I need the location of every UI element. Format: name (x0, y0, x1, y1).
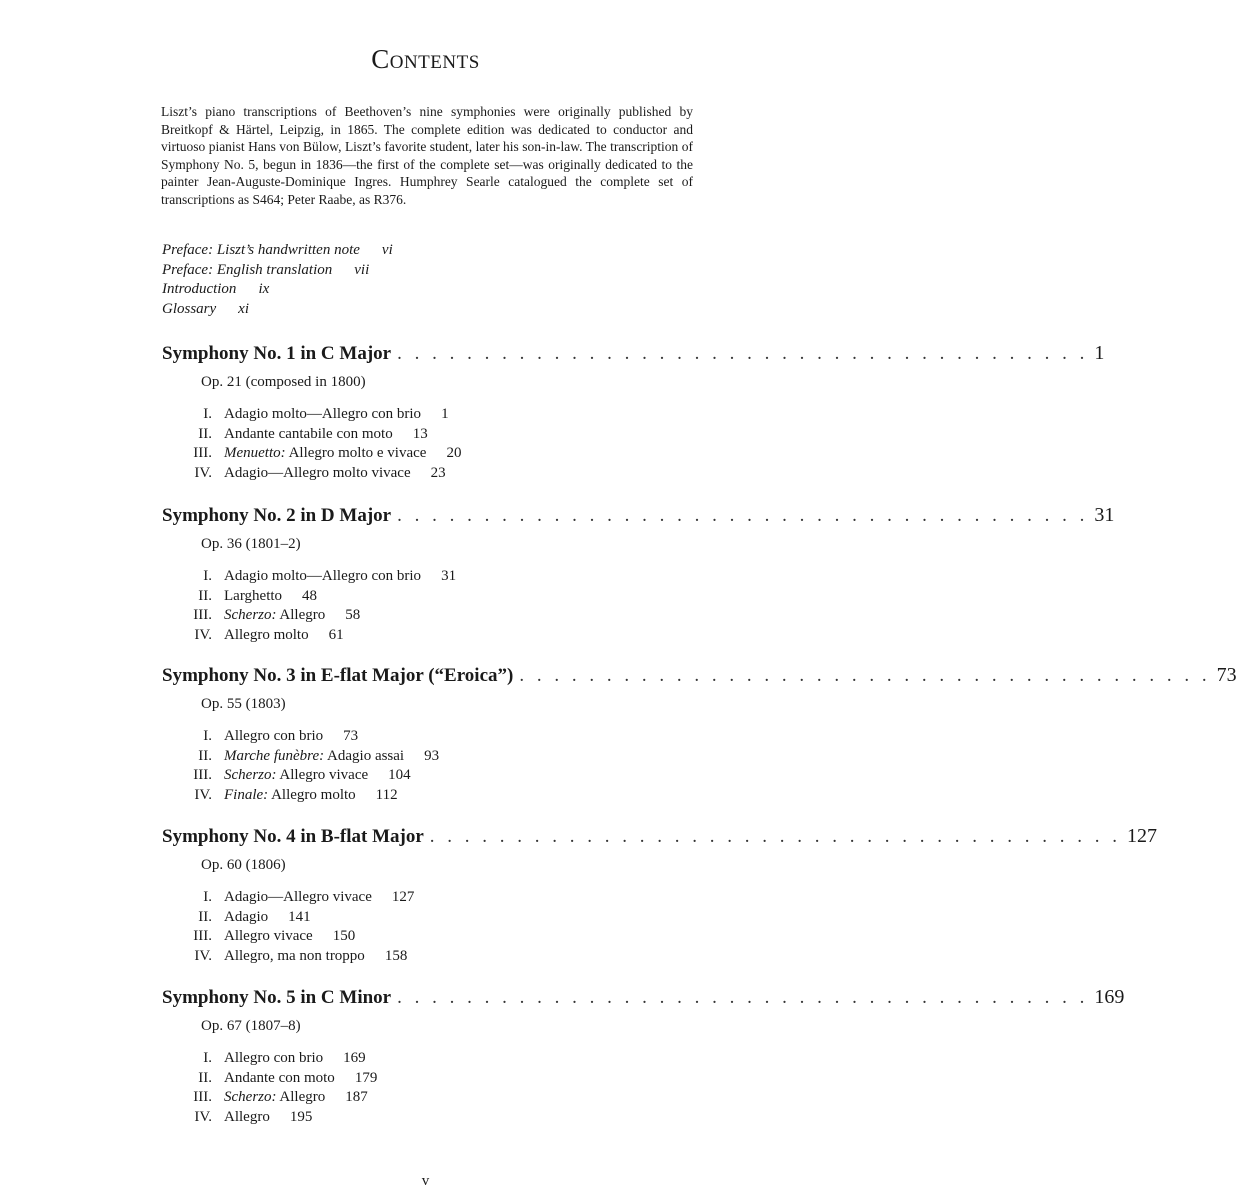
movement-tempo: Allegro molto (224, 626, 309, 643)
movement-list (162, 567, 694, 645)
movement-item[interactable] (162, 1108, 694, 1128)
front-matter-page: vii (354, 261, 370, 278)
page-number: v (421, 1173, 430, 1189)
opus-line: Op. 55 (1803) (201, 696, 286, 712)
movement-number: IV. (194, 464, 212, 481)
movement-tempo: Andante con moto (224, 1069, 335, 1086)
front-matter-page: ix (258, 281, 270, 297)
symphony-heading[interactable] (162, 986, 1125, 1009)
movement-number: IV. (194, 626, 212, 643)
movement-tempo: Andante cantabile con moto (224, 425, 393, 442)
movement-item[interactable] (162, 947, 694, 967)
intro-paragraph: Liszt’s piano transcriptions of Beethoven’s nine symphonies were originally published by Breitkopf & Härtel, Leipzig, in 1865. The complete edition was dedicated to conductor and virtuoso pianist Hans von Bülow, Liszt’s favorite student, later his son-in-law. The transcription of Symphony No. 5, begun in 1836—the first of the complete set—was originally dedicated to the painter Jean-Auguste-Dominique Ingres. Humphrey Searle catalogued the complete set of transcriptions as S464; Peter Raabe, as R376. (161, 104, 693, 207)
opus-line: Op. 67 (1807–8) (201, 1018, 301, 1034)
opus-line: Op. 36 (1801–2) (201, 536, 301, 552)
movement-item[interactable] (162, 927, 694, 947)
symphony-title: Symphony No. 2 in D Major (162, 505, 392, 526)
movement-page: 73 (343, 728, 359, 744)
movement-tempo: Allegro (224, 1108, 270, 1125)
symphony-title: Symphony No. 1 in C Major (162, 343, 392, 364)
movement-item[interactable] (162, 766, 694, 786)
movement-tag: Marche funèbre: (224, 747, 325, 764)
dot-leader: . . . . . . . . . . . . . . . . . . . . . . . . . . . . . . . . . . . . . . . . (397, 987, 1089, 1008)
movement-page: 31 (441, 568, 457, 584)
symphony-page: 1 (1094, 342, 1105, 364)
movement-page: 58 (345, 607, 361, 623)
movement-tempo: Allegro vivace (224, 928, 313, 944)
movement-number: II. (198, 425, 212, 442)
movement-tag: Scherzo: (224, 1089, 277, 1105)
movement-list (162, 405, 694, 483)
movement-number: III. (193, 445, 212, 461)
movement-tempo: Adagio assai (324, 747, 405, 764)
movement-item[interactable] (162, 444, 694, 464)
movement-tag: Finale: (224, 786, 269, 803)
symphony-heading[interactable] (162, 664, 1237, 687)
front-matter-list (162, 241, 393, 319)
movement-item[interactable] (162, 606, 694, 626)
movement-tempo: Allegro vivace (276, 767, 369, 783)
movement-tempo: Larghetto (224, 587, 283, 604)
movement-item[interactable] (162, 1069, 694, 1089)
movement-tag: Scherzo: (224, 607, 277, 623)
front-matter-item[interactable] (162, 261, 393, 281)
movement-page: 23 (430, 464, 446, 481)
movement-page: 112 (375, 786, 398, 803)
movement-page: 150 (332, 928, 356, 944)
movement-page: 195 (289, 1108, 313, 1125)
movement-item[interactable] (162, 747, 694, 767)
symphony-heading[interactable] (162, 504, 1115, 527)
dot-leader: . . . . . . . . . . . . . . . . . . . . . . . . . . . . . . . . . . . . . . . . (397, 343, 1089, 364)
movement-list (162, 888, 694, 966)
movement-item[interactable] (162, 587, 694, 607)
dot-leader: . . . . . . . . . . . . . . . . . . . . . . . . . . . . . . . . . . . . . . . . (519, 665, 1211, 686)
movement-page: 13 (412, 425, 428, 442)
symphony-title: Symphony No. 4 in B-flat Major (162, 826, 424, 847)
movement-tag: Scherzo: (224, 767, 277, 783)
front-matter-label: Preface: Liszt’s handwritten note (162, 242, 360, 258)
symphony-page: 31 (1094, 504, 1115, 526)
symphony-title: Symphony No. 5 in C Minor (162, 987, 392, 1008)
movement-number: III. (193, 1089, 212, 1105)
symphony-section (162, 664, 1237, 805)
movement-number: II. (198, 1069, 212, 1086)
movement-page: 169 (343, 1050, 366, 1066)
symphony-heading[interactable] (162, 825, 1158, 848)
movement-number: IV. (194, 786, 212, 803)
opus-line: Op. 21 (composed in 1800) (201, 374, 366, 390)
symphony-heading[interactable] (162, 342, 1105, 365)
movement-page: 48 (302, 587, 318, 604)
movement-item[interactable] (162, 786, 694, 806)
symphony-section (162, 986, 1125, 1127)
front-matter-page: vi (381, 242, 393, 258)
movement-tempo: Allegro (276, 607, 326, 623)
symphony-section (162, 504, 1115, 645)
movement-number: I. (203, 728, 212, 744)
movement-tempo: Allegro con brio (224, 728, 324, 744)
front-matter-item[interactable] (162, 280, 393, 300)
movement-item[interactable] (162, 464, 694, 484)
movement-tempo: Adagio molto—Allegro con brio (224, 406, 422, 422)
symphony-page: 73 (1216, 664, 1237, 686)
movement-item[interactable] (162, 1088, 694, 1108)
dot-leader: . . . . . . . . . . . . . . . . . . . . . . . . . . . . . . . . . . . . . . . . (397, 505, 1089, 526)
movement-item[interactable] (162, 727, 694, 747)
movement-item[interactable] (162, 425, 694, 445)
movement-number: I. (203, 1050, 212, 1066)
movement-number: I. (203, 568, 212, 584)
movement-tag: Menuetto: (224, 445, 286, 461)
symphony-page: 169 (1094, 986, 1125, 1008)
movement-item[interactable] (162, 567, 694, 587)
front-matter-item[interactable] (162, 241, 393, 261)
movement-page: 20 (446, 445, 462, 461)
movement-page: 141 (288, 908, 311, 925)
front-matter-page: xi (238, 300, 249, 317)
movement-number: III. (193, 607, 212, 623)
movement-tempo: Adagio molto—Allegro con brio (224, 568, 422, 584)
movement-number: III. (193, 928, 212, 944)
movement-number: I. (203, 406, 212, 422)
movement-tempo: Allegro, ma non troppo (224, 947, 365, 964)
movement-item[interactable] (162, 888, 694, 908)
movement-tempo: Adagio—Allegro molto vivace (224, 464, 411, 481)
movement-item[interactable] (162, 908, 694, 928)
movement-item[interactable] (162, 626, 694, 646)
movement-page: 93 (424, 747, 440, 764)
movement-tempo: Allegro (276, 1089, 326, 1105)
movement-page: 158 (384, 947, 408, 964)
movement-tempo: Adagio—Allegro vivace (224, 889, 372, 905)
movement-item[interactable] (162, 1049, 694, 1069)
movement-list (162, 727, 694, 805)
movement-list (162, 1049, 694, 1127)
movement-item[interactable] (162, 405, 694, 425)
movement-number: IV. (194, 947, 212, 964)
movement-number: II. (198, 587, 212, 604)
movement-page: 1 (441, 406, 449, 422)
symphony-section (162, 342, 1105, 483)
symphony-section (162, 825, 1158, 966)
movement-tempo: Adagio (224, 908, 269, 925)
symphony-title: Symphony No. 3 in E-flat Major (“Eroica”) (162, 665, 514, 686)
page-title: Contents (371, 44, 480, 74)
movement-number: III. (193, 767, 212, 783)
movement-tempo: Allegro molto e vivace (285, 445, 427, 461)
front-matter-label: Preface: English translation (162, 261, 333, 278)
movement-number: I. (203, 889, 212, 905)
movement-number: II. (198, 747, 212, 764)
dot-leader: . . . . . . . . . . . . . . . . . . . . . . . . . . . . . . . . . . . . . . . . (429, 826, 1122, 847)
movement-number: II. (198, 908, 212, 925)
movement-page: 104 (388, 767, 411, 783)
front-matter-item[interactable] (162, 300, 393, 320)
movement-number: IV. (194, 1108, 212, 1125)
front-matter-label: Introduction (162, 281, 237, 297)
movement-page: 187 (345, 1089, 368, 1105)
movement-page: 179 (354, 1069, 378, 1086)
movement-tempo: Allegro con brio (224, 1050, 324, 1066)
opus-line: Op. 60 (1806) (201, 857, 286, 873)
movement-page: 127 (391, 889, 415, 905)
movement-tempo: Allegro molto (268, 786, 356, 803)
front-matter-label: Glossary (162, 300, 217, 317)
symphony-page: 127 (1127, 825, 1158, 847)
movement-page: 61 (328, 626, 344, 643)
